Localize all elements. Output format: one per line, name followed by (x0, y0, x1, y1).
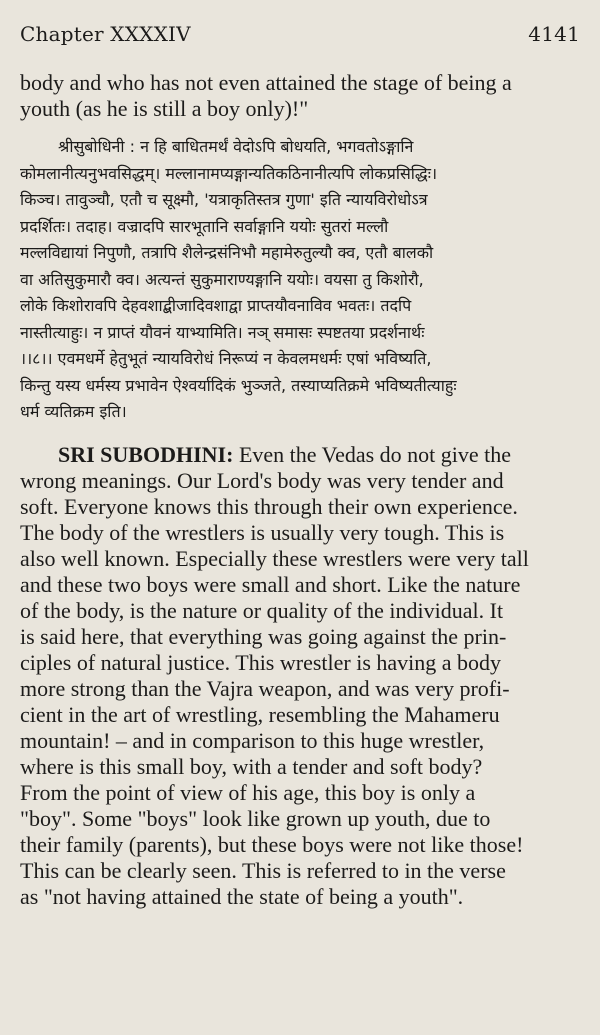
translation-line: and these two boys were small and short. Like the nature (20, 571, 521, 597)
translation-line: ciples of natural justice. This wrestler is having a body (20, 649, 502, 675)
sanskrit-commentary (20, 134, 588, 426)
sanskrit-line: नास्तीत्याहुः। न प्राप्तं यौवनं याभ्यामिति। नञ् समासः स्पष्टतया प्रदर्शनार्थः (20, 322, 425, 342)
sanskrit-line: किञ्च। तावुञ्चौ, एतौ च सूक्ष्मौ, 'यत्राकृतिस्तत्र गुणा' इति न्यायविरोधोऽत्र (20, 190, 428, 209)
translation-line: The body of the wrestlers is usually very tough. This is (20, 519, 505, 545)
translation-line: more strong than the Vajra weapon, and was very profi- (20, 675, 510, 701)
page-header (20, 22, 588, 60)
sanskrit-line: प्रदर्शितः। तदाह। वज्रादपि सारभूतानि सर्वाङ्गानि ययोः सुतरां मल्लौ (20, 216, 389, 236)
translation-line: "boy". Some "boys" look like grown up youth, due to (20, 805, 491, 831)
sanskrit-line: कोमलानीत्यनुभवसिद्धम्। मल्लानामप्यङ्गान्यतिकठिनानीत्यपि लोकप्रसिद्धिः। (20, 163, 438, 183)
translation-line: where is this small boy, with a tender and soft body? (20, 753, 483, 779)
intro-paragraph (20, 70, 588, 122)
translation-heading: SRI SUBODHINI: (58, 441, 234, 467)
sanskrit-line: मल्लविद्यायां निपुणौ, तत्रापि शैलेन्द्रसंनिभौ महामेरुतुल्यौ क्व, एतौ बालकौ (20, 243, 434, 262)
translation-line: cient in the art of wrestling, resembling the Mahameru (20, 701, 500, 727)
sanskrit-line: धर्म व्यतिक्रम इति। (20, 402, 127, 421)
translation-line: as "not having attained the state of being a youth". (20, 883, 464, 909)
translation-first-line (20, 442, 588, 468)
intro-line: body and who has not even attained the stage of being a (20, 70, 512, 95)
sanskrit-line: लोके किशोरावपि देहवशाद्बीजादिवशाद्वा प्राप्तयौवनाविव भवतः। तदपि (20, 296, 412, 315)
translation-line: wrong meanings. Our Lord's body was very tender and (20, 467, 504, 493)
translation-line: From the point of view of his age, this boy is only a (20, 779, 476, 805)
english-translation (20, 442, 588, 910)
translation-first-line-text: Even the Vedas do not give the (233, 441, 512, 467)
translation-line: their family (parents), but these boys were not like those! (20, 831, 524, 857)
translation-line: also well known. Especially these wrestlers were very tall (20, 545, 529, 571)
intro-line: youth (as he is still a boy only)!" (20, 96, 309, 121)
sanskrit-line: श्रीसुबोधिनी : न हि बाधितमर्थं वेदोऽपि बोधयति, भगवतोऽङ्गानि (58, 137, 414, 156)
sanskrit-line: किन्तु यस्य धर्मस्य प्रभावेन ऐश्वर्यादिकं भुञ्जते, तस्याप्यतिक्रमे भविष्यतीत्याहुः (20, 375, 457, 395)
page-number: 4141 (528, 22, 580, 46)
translation-line: of the body, is the nature or quality of the individual. It (20, 597, 504, 623)
sanskrit-line: वा अतिसुकुमारौ क्व। अत्यन्तं सुकुमाराण्यङ्गानि ययोः। वयसा तु किशोरौ, (20, 269, 424, 289)
translation-line: soft. Everyone knows this through their own experience. (20, 493, 518, 519)
translation-line: mountain! – and in comparison to this huge wrestler, (20, 727, 485, 753)
translation-line: is said here, that everything was going against the prin- (20, 623, 507, 649)
translation-line: This can be clearly seen. This is referred to in the verse (20, 857, 506, 883)
sanskrit-line: ।।८।। एवमधर्मे हेतुभूतं न्यायविरोधं निरूप्यं न केवलमधर्मः एषां भविष्यति, (20, 349, 432, 368)
chapter-title: Chapter XXXXIV (20, 22, 191, 46)
